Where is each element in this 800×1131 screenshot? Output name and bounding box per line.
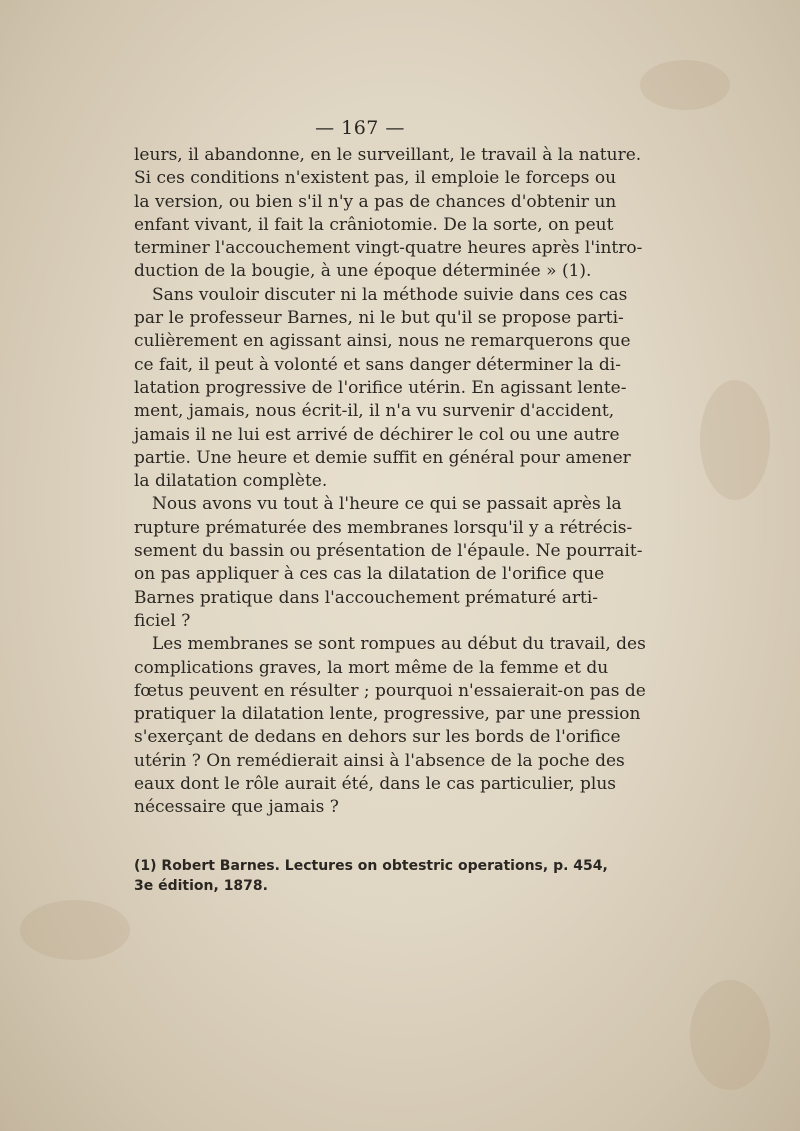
text-line: ce fait, il peut à volonté et sans danger déterminer la di- — [134, 354, 621, 375]
footnote — [134, 856, 608, 896]
text-line: Si ces conditions n'existent pas, il emploie le forceps ou — [134, 168, 617, 189]
text-line: ment, jamais, nous écrit-il, il n'a vu survenir d'accident, — [134, 401, 615, 422]
text-line: la version, ou bien s'il n'y a pas de chances d'obtenir un — [134, 191, 617, 212]
text-line: fœtus peuvent en résulter ; pourquoi n'essaierait-on pas de — [134, 680, 646, 701]
text-line: Nous avons vu tout à l'heure ce qui se passait après la — [152, 494, 622, 515]
text-line: jamais il ne lui est arrivé de déchirer le col ou une autre — [134, 424, 620, 445]
text-line: nécessaire que jamais ? — [134, 797, 339, 818]
text-line: duction de la bougie, à une époque déterminée » (1). — [134, 261, 592, 282]
text-line: ficiel ? — [134, 610, 191, 631]
text-line: enfant vivant, il fait la crâniotomie. De la sorte, on peut — [134, 214, 614, 235]
text-line: complications graves, la mort même de la femme et du — [134, 657, 609, 678]
text-line: Les membranes se sont rompues au début du travail, des — [152, 634, 646, 655]
text-line: pratiquer la dilatation lente, progressive, par une pression — [134, 704, 641, 725]
paper-stain — [690, 980, 770, 1090]
text-line: terminer l'accouchement vingt-quatre heures après l'intro- — [134, 238, 643, 259]
page-number: — 167 — — [315, 117, 405, 139]
text-line: Sans vouloir discuter ni la méthode suivie dans ces cas — [152, 284, 628, 305]
footnote-line: (1) Robert Barnes. Lectures on obtestric operations, p. 454, — [134, 858, 608, 874]
text-line: rupture prématurée des membranes lorsqu'il y a rétrécis- — [134, 517, 633, 538]
text-line: sement du bassin ou présentation de l'épaule. Ne pourrait- — [134, 541, 643, 562]
paper-stain — [700, 380, 770, 500]
footnote-line: 3e édition, 1878. — [134, 878, 268, 894]
text-line: culièrement en agissant ainsi, nous ne remarquerons que — [134, 331, 631, 352]
text-line: s'exerçant de dedans en dehors sur les bords de l'orifice — [134, 727, 621, 748]
text-line: eaux dont le rôle aurait été, dans le cas particulier, plus — [134, 774, 617, 795]
paper-stain — [20, 900, 130, 960]
text-line: par le professeur Barnes, ni le but qu'il se propose parti- — [134, 308, 624, 329]
text-line: la dilatation complète. — [134, 471, 328, 492]
body-text — [134, 144, 646, 820]
text-line: Barnes pratique dans l'accouchement prématuré arti- — [134, 587, 599, 608]
paper-stain — [640, 60, 730, 110]
text-line: latation progressive de l'orifice utérin. En agissant lente- — [134, 377, 627, 398]
text-line: utérin ? On remédierait ainsi à l'absence de la poche des — [134, 750, 625, 771]
text-line: leurs, il abandonne, en le surveillant, le travail à la nature. — [134, 145, 642, 165]
text-line: partie. Une heure et demie suffit en général pour amener — [134, 447, 631, 468]
text-line: on pas appliquer à ces cas la dilatation de l'orifice que — [134, 564, 605, 585]
